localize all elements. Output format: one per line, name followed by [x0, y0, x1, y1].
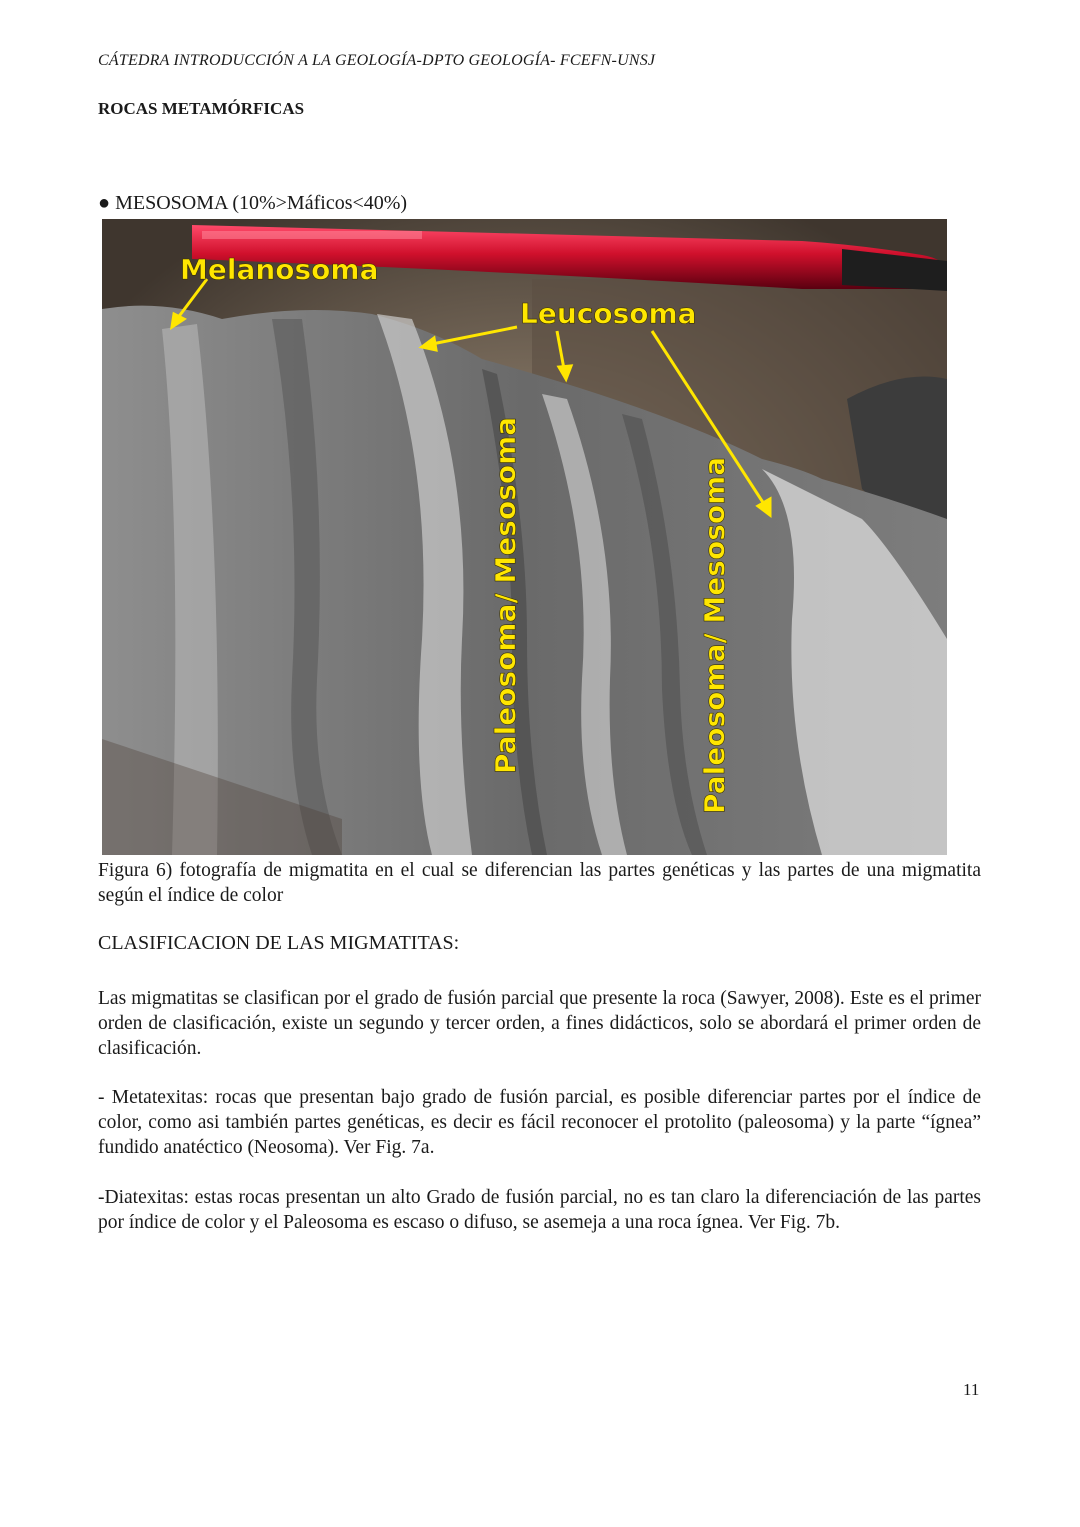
- classification-intro-paragraph: Las migmatitas se clasifican por el grado de fusión parcial que presente la roca (Sawyer, 2008). Este es el primer orden de clasificación, existe un segundo y tercer orden, a fines didácticos, solo se abordará el primer orden de clasificación.: [98, 988, 981, 1059]
- metatexitas-paragraph: - Metatexitas: rocas que presentan bajo grado de fusión parcial, es posible diferenciar partes por el índice de color, como asi también partes genéticas, es decir es fácil reconocer el protolito (paleosoma) y la parte “ígnea” fundido anatéctico (Neosoma). Ver Fig. 7a.: [98, 1087, 981, 1158]
- migmatite-photo: [102, 219, 947, 855]
- paleosoma-mesosoma-label-left: Paleosoma/ Mesosoma: [489, 416, 522, 774]
- leucosoma-label: Leucosoma: [520, 297, 697, 330]
- classification-heading: CLASIFICACION DE LAS MIGMATITAS:: [98, 932, 460, 954]
- figure-caption: Figura 6) fotografía de migmatita en el cual se diferencian las partes genéticas y las partes de una migmatita según el índice de color: [98, 860, 981, 906]
- page-number: 11: [963, 1380, 980, 1399]
- melanosoma-label: Melanosoma: [180, 253, 379, 286]
- mesosoma-bullet: ● MESOSOMA (10%>Máficos<40%): [98, 192, 408, 214]
- running-header: CÁTEDRA INTRODUCCIÓN A LA GEOLOGÍA-DPTO GEOLOGÍA- FCEFN-UNSJ: [98, 52, 656, 69]
- diatexitas-paragraph: -Diatexitas: estas rocas presentan un alto Grado de fusión parcial, no es tan claro la diferenciación de las partes por índice de color y el Paleosoma es escaso o difuso, se asemeja a una roca ígnea. Ver Fig. 7b.: [98, 1187, 981, 1233]
- paleosoma-mesosoma-label-right: Paleosoma/ Mesosoma: [698, 456, 731, 814]
- section-title: ROCAS METAMÓRFICAS: [98, 99, 305, 118]
